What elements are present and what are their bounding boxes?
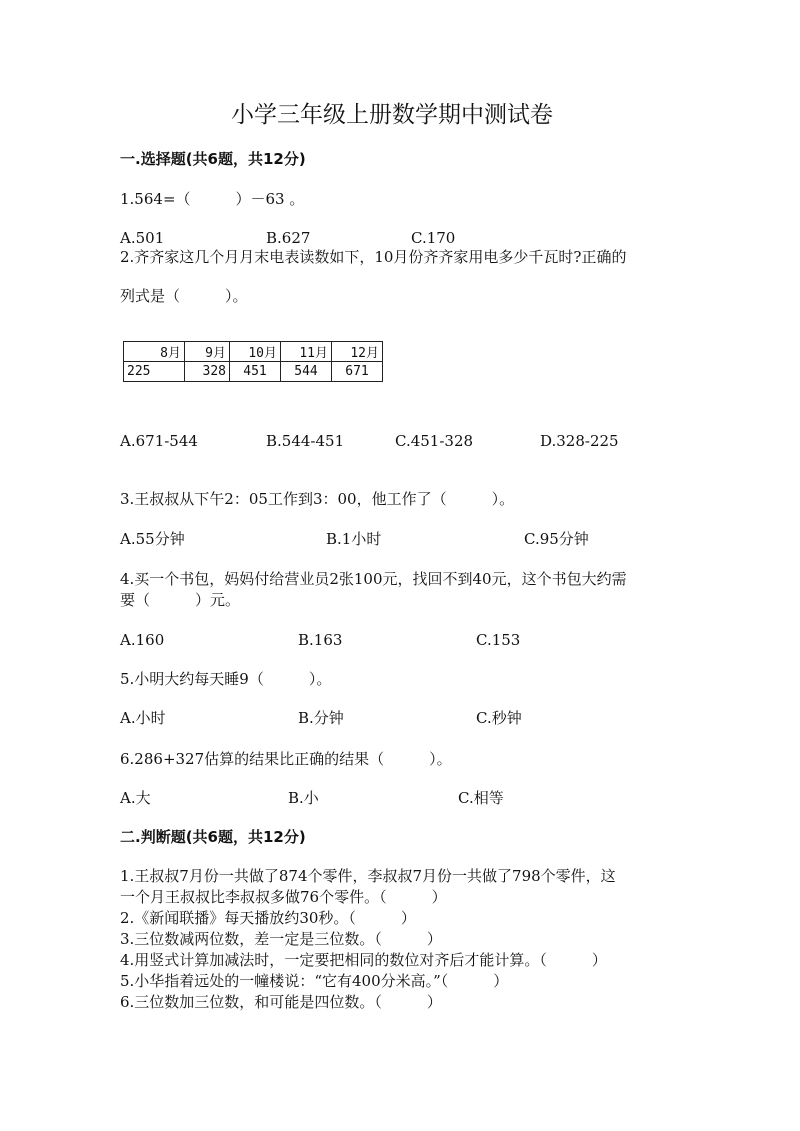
- question-2-option-a: A.671-544: [120, 432, 198, 450]
- section-heading-choice: 一.选择题(共6题，共12分): [120, 150, 306, 168]
- table-header-cell: 12月: [332, 342, 383, 362]
- question-1-option-a: A.501: [120, 229, 165, 247]
- question-4-option-c: C.153: [476, 631, 521, 649]
- question-3-stem: 3.王叔叔从下午2：05工作到3：00，他工作了（ ）。: [120, 490, 515, 508]
- table-cell: 328: [185, 362, 230, 382]
- table-row: [124, 362, 383, 382]
- question-3-option-c: C.95分钟: [524, 530, 589, 548]
- question-1-option-c: C.170: [411, 229, 456, 247]
- question-6-option-c: C.相等: [458, 789, 504, 807]
- question-6-option-b: B.小: [288, 789, 319, 807]
- question-4-option-a: A.160: [120, 631, 165, 649]
- question-2-stem-line1: 2.齐齐家这几个月月末电表读数如下，10月份齐齐家用电多少千瓦时?正确的: [120, 248, 627, 266]
- judgement-item: 3.三位数减两位数，差一定是三位数。（ ）: [120, 930, 442, 948]
- question-2-option-b: B.544-451: [266, 432, 345, 450]
- question-2-option-c: C.451-328: [395, 432, 474, 450]
- table-header-cell: 10月: [230, 342, 281, 362]
- table-cell: 451: [230, 362, 281, 382]
- table-cell: 225: [124, 362, 185, 382]
- question-5-option-a: A.小时: [120, 709, 166, 727]
- table-header-cell: 11月: [281, 342, 332, 362]
- question-5-stem: 5.小明大约每天睡9（ ）。: [120, 670, 332, 688]
- page-title: 小学三年级上册数学期中测试卷: [231, 102, 553, 128]
- table-cell: 671: [332, 362, 383, 382]
- question-5-option-c: C.秒钟: [476, 709, 522, 727]
- judgement-item: 2.《新闻联播》每天播放约30秒。（ ）: [120, 909, 416, 927]
- table-header-cell: 9月: [185, 342, 230, 362]
- judgement-item: 5.小华指着远处的一幢楼说：“它有400分米高。”（ ）: [120, 972, 509, 990]
- judgement-item: 一个月王叔叔比李叔叔多做76个零件。（ ）: [120, 888, 447, 906]
- table-header-cell: 8月: [124, 342, 185, 362]
- question-3-option-b: B.1小时: [326, 530, 382, 548]
- question-2-option-d: D.328-225: [540, 432, 619, 450]
- judgement-item: 6.三位数加三位数，和可能是四位数。（ ）: [120, 993, 442, 1011]
- table-cell: 544: [281, 362, 332, 382]
- question-4-stem-line2: 要（ ）元。: [120, 591, 241, 609]
- judgement-item: 4.用竖式计算加减法时，一定要把相同的数位对齐后才能计算。（ ）: [120, 951, 607, 969]
- question-2-stem-line2: 列式是（ ）。: [120, 287, 248, 305]
- question-6-option-a: A.大: [120, 789, 151, 807]
- question-3-option-a: A.55分钟: [120, 530, 185, 548]
- question-5-option-b: B.分钟: [298, 709, 344, 727]
- table-row: [124, 342, 383, 362]
- judgement-item: 1.王叔叔7月份一共做了874个零件，李叔叔7月份一共做了798个零件，这: [120, 867, 616, 885]
- question-1-stem: 1.564=（ ）－63 。: [120, 190, 305, 208]
- meter-reading-table: [123, 341, 383, 382]
- question-6-stem: 6.286+327估算的结果比正确的结果（ ）。: [120, 750, 452, 768]
- section-heading-judgement: 二.判断题(共6题，共12分): [120, 828, 306, 846]
- question-1-option-b: B.627: [266, 229, 311, 247]
- question-4-stem-line1: 4.买一个书包，妈妈付给营业员2张100元，找回不到40元，这个书包大约需: [120, 570, 627, 588]
- question-4-option-b: B.163: [298, 631, 343, 649]
